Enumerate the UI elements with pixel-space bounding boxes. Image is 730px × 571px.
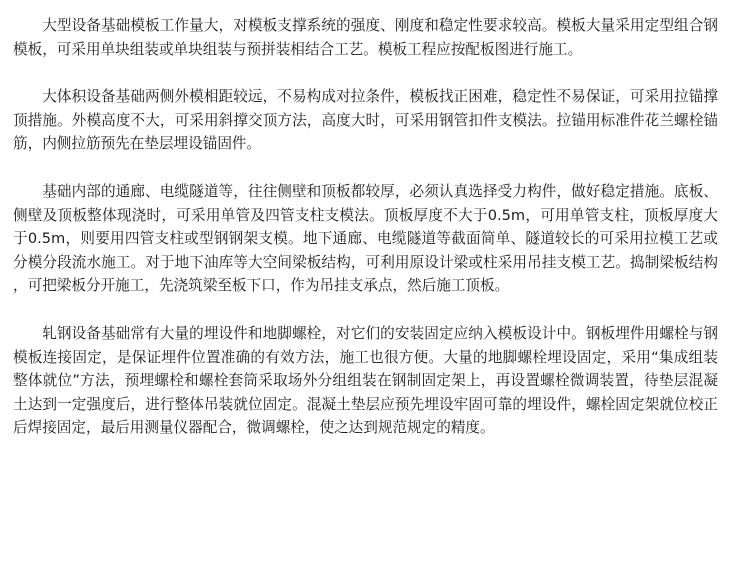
document-body (13, 14, 718, 440)
paragraph-4: 轧钢设备基础常有大量的埋设件和地脚螺栓，对它们的安装固定应纳入模板设计中。钢板埋件用螺栓与钢模板连接固定，是保证埋件位置准确的有效方法，施工也很方便。大量的地脚螺栓埋设固定，采用“集成组装整体就位”方法，预埋螺栓和螺栓套筒采取场外分组组装在钢制固定架上，再设置螺栓微调装置，待垫层混凝土达到一定强度后，进行整体吊装就位固定。混凝土垫层应预先埋设牢固可靠的埋设件，螺栓固定架就位校正后焊接固定，最后用测量仪器配合，微调螺栓，使之达到规范规定的精度。 (13, 324, 718, 437)
paragraph-1: 大型设备基础模板工作量大，对模板支撑系统的强度、刚度和稳定性要求较高。模板大量采用定型组合钢模板，可采用单块组装或单块组装与预拼装相结合工艺。模板工程应按配板图进行施工。 (13, 17, 718, 58)
paragraph-2: 大体积设备基础两侧外模相距较远，不易构成对拉条件，模板找正困难，稳定性不易保证，可采用拉锚撑顶措施。外模高度不大，可采用斜撑交顶方法，高度大时，可采用钢管扣件支模法。拉锚用标准件花兰螺栓锚筋，内侧拉筋预先在垫层埋设锚固件。 (13, 88, 718, 153)
paragraph-3: 基础内部的通廊、电缆隧道等，往往侧壁和顶板都较厚，必须认真选择受力构件，做好稳定措施。底板、侧壁及顶板整体现浇时，可采用单管及四管支柱支模法。顶板厚度不大于0.5m，可用单管支柱，顶板厚度大于0.5m，则要用四管支柱或型钢钢架支模。地下通廊、电缆隧道等截面简单、隧道较长的可采用拉模工艺或分模分段流水施工。对于地下油库等大空间梁板结构，可利用原设计梁或柱采用吊挂支模工艺。捣制梁板结构，可把梁板分开施工，先浇筑梁至板下口，作为吊挂支承点，然后施工顶板。 (13, 182, 718, 295)
